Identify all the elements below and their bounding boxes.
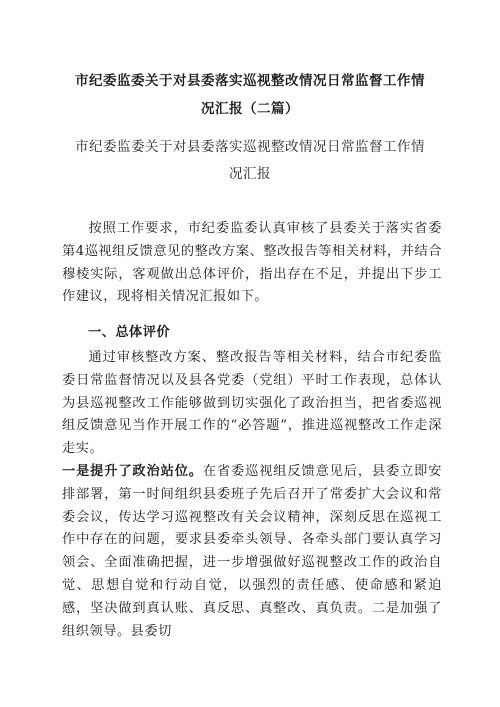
- document-subtitle-line-1: 市纪委监委关于对县委落实巡视整改情况日常监督工作情: [75, 139, 425, 155]
- political-stance-paragraph: [62, 461, 442, 643]
- document-title-line-2: 况汇报（二篇）: [201, 101, 299, 117]
- political-stance-text: 在省委巡视组反馈意见后，县委立即安排部署，第一时间组织县委班子先后召开了常委扩大会议和常委会议，传达学习巡视整改有关会议精神，深刻反思在巡视工作中存在的问题，要求县委牵头领导、各牵头部门要认真学习领会、全面准确把握，进一步增强做好巡视整改工作的政治自觉、思想自觉和行动自觉，以强烈的责任感、使命感和紧迫感，坚决做到真认账、真反思、真整改、真负责。二是加强了组织领导。县委切: [62, 463, 442, 639]
- intro-paragraph: 按照工作要求，市纪委监委认真审核了县委关于落实省委第4巡视组反馈意见的整改方案、整改报告等相关材料，并结合穆棱实际，客观做出总体评价，指出存在不足，并提出下步工作建议，现将相关情况汇报如下。: [62, 221, 442, 305]
- document-title-line-1: 市纪委监委关于对县委落实巡视整改情况日常监督工作情: [75, 73, 425, 89]
- section-heading-overall-evaluation: 一、总体评价: [88, 325, 171, 340]
- document-subtitle-line-2: 况汇报: [229, 166, 271, 182]
- evaluation-paragraph: 通过审核整改方案、整改报告等相关材料，结合市纪委监委日常监督情况以及县各党委（党组）平时工作表现，总体认为县巡视整改工作能够做到切实强化了政治担当，把省委巡视组反馈意见当作开展工作的“必答题”，推进巡视整改工作走深走实。: [62, 350, 442, 457]
- political-stance-lead: 一是提升了政治站位。: [62, 463, 203, 479]
- evaluation-body: [62, 347, 442, 643]
